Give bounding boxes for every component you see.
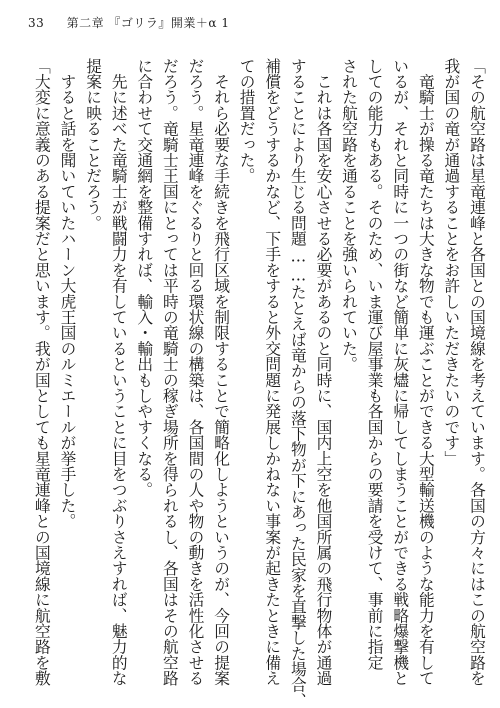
- text-line: 「その航空路は星竜連峰と各国との国境線を考えています。各国の方々にはこの航空路を: [468, 58, 487, 686]
- text-line: だろう。星竜連峰をぐるりと回る環状線の構築は、各国間の人や物の動きを活性化させる: [186, 58, 206, 686]
- text-line: 補償をどうするかなど、下手をすると外交問題に発展しかねない事案が起きたときに備え: [263, 58, 283, 686]
- text-line: しての能力もある。そのため、いま運び屋事業も各国からの要請を受けて、事前に指定: [365, 58, 385, 671]
- text-line: いるが、それと同時に一つの街など簡単に灰燼に帰してしまうことができる戦略爆撃機と: [391, 58, 411, 686]
- text-line: 先に述べた竜騎士が戦闘力を有しているということに目をつぶりさえすれば、魅力的な: [109, 58, 129, 686]
- text-line: ての措置だった。: [237, 58, 257, 184]
- running-header: [28, 14, 229, 31]
- body-text: [16, 58, 487, 708]
- page-number: 33: [28, 16, 45, 30]
- text-line: 我が国の竜が通過することをお許しいただきたいのです」: [442, 58, 462, 467]
- text-line: 「大変に意義のある提案だと思います。我が国としても星竜連峰との国境線に航空路を敷: [32, 58, 52, 686]
- chapter-title: 第二章 『ゴリラ』開業＋α 1: [66, 16, 230, 30]
- text-line: だろう。竜騎士王国にとっては平時の竜騎士の稼ぎ場所を得られるし、各国はその航空路: [160, 58, 180, 686]
- text-line: された航空路を通ることを強いられていた。: [340, 58, 360, 372]
- text-line: に合わせて交通網を整備すれば、輸入・輸出もしやすくなる。: [135, 58, 155, 498]
- text-line: 提案に映ることだろう。: [84, 58, 104, 231]
- text-line: これは各国を安心させる必要があるのと同時に、国内上空を他国所属の飛行物体が通過: [314, 58, 334, 686]
- text-line: すると話を聞いていたハーン大虎王国のルミエールが挙手した。: [58, 58, 78, 529]
- text-line: することにより生じる問題……たとえば竜からの落下物が下にあった民家を直撃した場合、: [288, 58, 308, 708]
- text-line: 竜騎士が操る竜たちは大きな物でも運ぶことができる大型輸送機のような能力を有して: [416, 58, 436, 686]
- text-line: それら必要な手続きを飛行区域を制限することで簡略化しようというのが、今回の提案: [212, 58, 232, 686]
